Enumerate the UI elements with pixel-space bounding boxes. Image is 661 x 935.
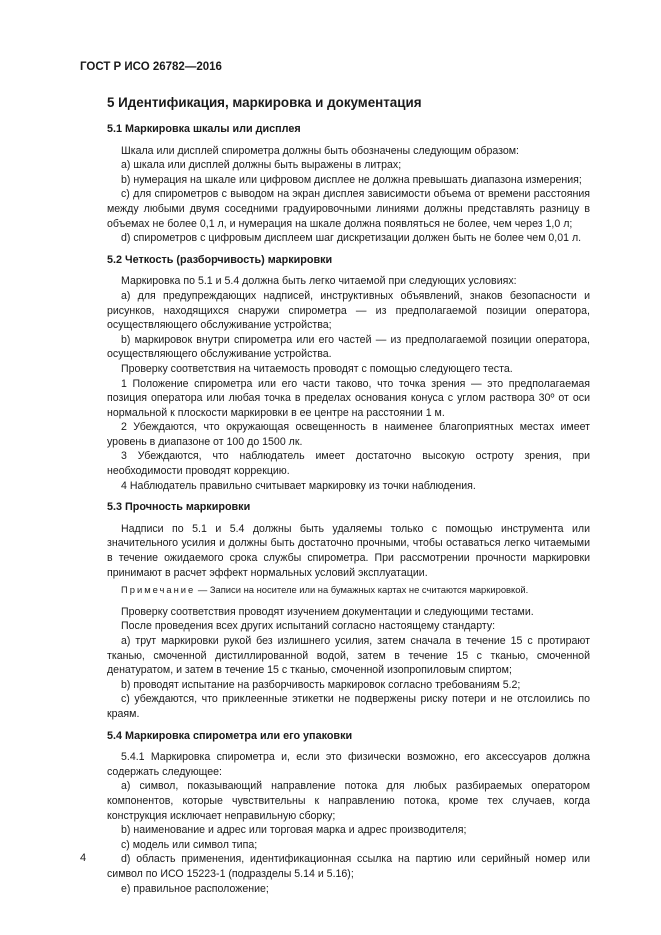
list-item: c) для спирометров с выводом на экран дисплея зависимости объема от времени расстояния между любыми двумя соседними градуировочными линиями должны представлять разницу в объемах не более 0,1 л, и нумерация на шкале должна появляться не более, чем через 1,0 л;: [107, 188, 590, 230]
test-step: 3 Убеждаются, что наблюдатель имеет достаточно высокую остроту зрения, при необходимости проводят коррекцию.: [107, 450, 590, 478]
list-item: а) трут маркировки рукой без излишнего усилия, затем сначала в течение 15 с протирают тканью, смоченной дистиллированной водой, затем в течение 15 с тканью, смоченной денатуратом, и затем в течение 15 с тканью, смоченной изопропиловым спиртом;: [107, 635, 590, 677]
paragraph: Проверку соответствия на читаемость проводят с помощью следующего теста.: [121, 362, 513, 375]
subsection-5-4-title: 5.4 Маркировка спирометра или его упаковки: [107, 729, 353, 742]
list-item: b) наименование и адрес или торговая марка и адрес производителя;: [121, 824, 467, 837]
list-item: а) шкала или дисплей должны быть выражены в литрах;: [121, 159, 402, 172]
paragraph: Шкала или дисплей спирометра должны быть обозначены следующим образом:: [121, 144, 519, 157]
paragraph: Надписи по 5.1 и 5.4 должны быть удаляемы только с помощью инструмента или значительного усилия и должны быть достаточно прочными, чтобы оставаться легко читаемыми в течение ожидаемого срока службы спирометра. При рассмотрении прочности маркировки принимают в расчет эффект нормальных условий эксплуатации.: [107, 522, 590, 579]
subsection-5-2-title: 5.2 Четкость (разборчивость) маркировки: [107, 253, 333, 266]
list-item: а) символ, показывающий направление потока для любых разбираемых оператором компонентов, которые чувствительны к направлению потока, кроме тех случаев, когда конструкция исключает неправильную сборку;: [107, 780, 590, 822]
paragraph: Проверку соответствия проводят изучением документации и следующими тестами.: [121, 605, 534, 618]
standard-header: ГОСТ Р ИСО 26782—2016: [80, 61, 222, 73]
list-item: d) область применения, идентификационная ссылка на партию или серийный номер или символ по ИСО 15223-1 (подразделы 5.14 и 5.16);: [107, 853, 590, 880]
paragraph: 5.4.1 Маркировка спирометра и, если это физически возможно, его аксессуаров должна содержать следующее:: [107, 751, 590, 778]
list-item: е) правильное расположение;: [121, 882, 269, 895]
note-label: Примечание: [121, 584, 196, 596]
list-item: b) маркировок внутри спирометра или его частей — из предполагаемой позиции оператора, осуществляющего обслуживание устройства.: [107, 333, 590, 361]
note: [107, 583, 590, 598]
test-step: 2 Убеждаются, что окружающая освещенность в наименее благоприятных местах имеет уровень в диапазоне от 100 до 1500 лк.: [107, 421, 590, 448]
subsection-5-1-title: 5.1 Маркировка шкалы или дисплея: [107, 123, 301, 135]
list-item: b) нумерация на шкале или цифровом дисплее не должна превышать диапазона измерения;: [121, 173, 582, 186]
page-number: 4: [80, 852, 87, 864]
list-item: а) для предупреждающих надписей, инструктивных объявлений, знаков безопасности и рисунков, находящихся снаружи спирометра — из предполагаемой позиции оператора, осуществляющего обслуживание устройства;: [107, 289, 590, 332]
paragraph: После проведения всех других испытаний согласно настоящему стандарту:: [121, 620, 496, 633]
section-title: 5 Идентификация, маркировка и документация: [107, 95, 422, 110]
list-item: d) спирометров с цифровым дисплеем шаг дискретизации должен быть не более чем 0,01 л.: [121, 232, 582, 245]
page-content: [107, 94, 590, 896]
test-step: 4 Наблюдатель правильно считывает маркировку из точки наблюдения.: [121, 479, 476, 492]
test-step: 1 Положение спирометра или его части таково, что точка зрения — это предполагаемая позиция оператора или любая точка в пределах основания конуса с углом раствора 30º от оси нормальной к плоскости маркировки в ее центре на расстоянии 1 м.: [107, 377, 590, 419]
paragraph: Маркировка по 5.1 и 5.4 должна быть легко читаемой при следующих условиях:: [121, 275, 517, 288]
note-text: — Записи на носителе или на бумажных картах не считаются маркировкой.: [195, 584, 529, 596]
list-item: b) проводят испытание на разборчивость маркировок согласно требованиям 5.2;: [121, 678, 521, 691]
subsection-5-3-title: 5.3 Прочность маркировки: [107, 501, 251, 514]
list-item: c) модель или символ типа;: [121, 838, 258, 851]
list-item: c) убеждаются, что приклеенные этикетки не подвержены риску потери и не отслоились по краям.: [107, 693, 590, 720]
